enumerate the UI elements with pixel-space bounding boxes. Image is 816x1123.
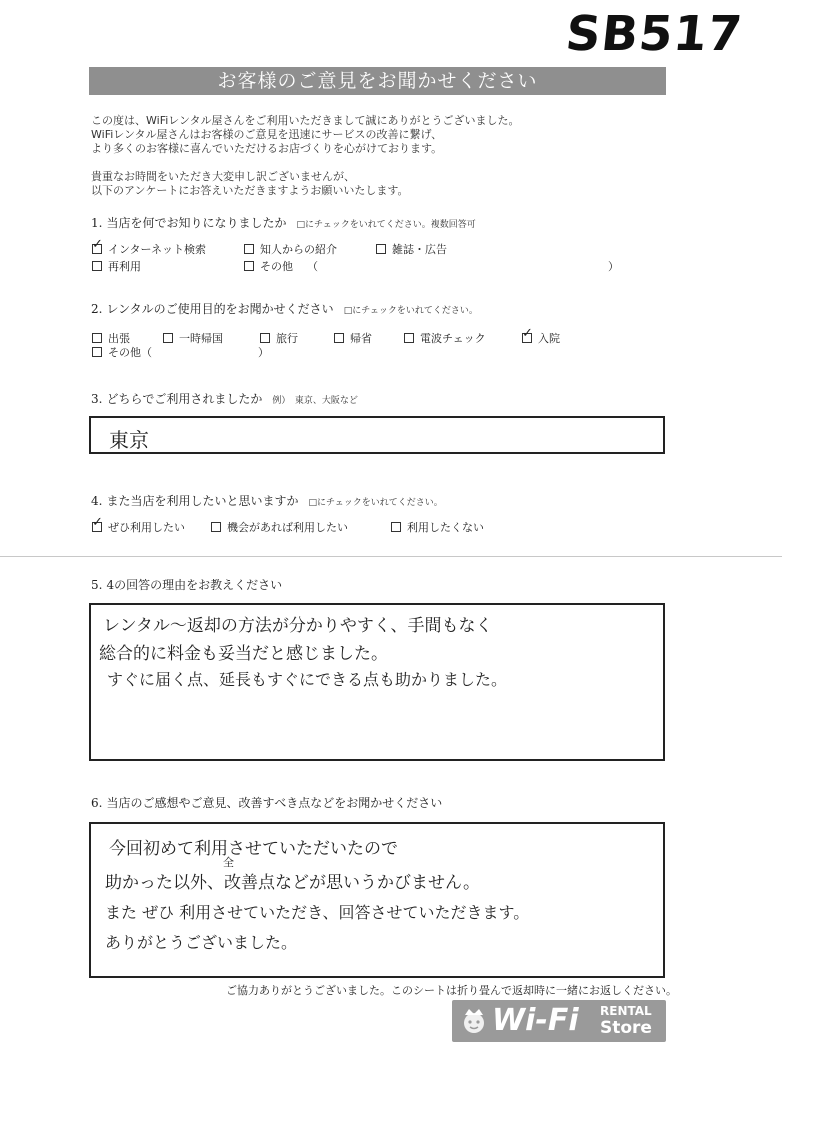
- option-label: 知人からの紹介: [260, 243, 337, 256]
- checkbox[interactable]: [334, 333, 344, 343]
- q3-answer-text: 東京: [109, 428, 149, 452]
- q6-insert-mark: 全: [223, 856, 234, 869]
- q6-answer-box[interactable]: [89, 822, 665, 978]
- q1-title: [91, 214, 476, 231]
- q5-number: 5.: [91, 578, 103, 592]
- q1-option-other[interactable]: [244, 258, 318, 274]
- checkbox[interactable]: [92, 347, 102, 357]
- option-label: インターネット検索: [108, 243, 207, 256]
- option-label: 出張: [108, 332, 130, 345]
- q1-title-text: 当店を何でお知りになりましたか: [106, 216, 287, 230]
- q1-option-reuse[interactable]: [92, 258, 141, 274]
- checkbox[interactable]: [244, 261, 254, 271]
- q6-title-text: 当店のご感想やご意見、改善すべき点などをお聞かせください: [106, 796, 443, 810]
- q4-note: □にチェックをいれてください。: [308, 498, 443, 508]
- q2-note: □にチェックをいれてください。: [343, 306, 478, 316]
- checkbox[interactable]: [92, 261, 102, 271]
- logo-rental-text: RENTAL: [600, 1004, 652, 1018]
- q1-note: □にチェックをいれてください。複数回答可: [296, 220, 476, 230]
- intro-paragraph-2: [91, 170, 408, 198]
- q3-example: 例） 東京、大阪など: [272, 396, 358, 406]
- q2-number: 2.: [91, 302, 103, 316]
- section-divider: [0, 556, 782, 557]
- intro-line: この度は、WiFiレンタル屋さんをご利用いただきまして誠にありがとうございました。: [91, 114, 520, 127]
- intro-line: WiFiレンタル屋さんはお客様のご意見を迅速にサービスの改善に繋げ、: [91, 128, 443, 141]
- option-label: 電波チェック: [420, 332, 486, 345]
- checkbox-checked[interactable]: [522, 333, 532, 343]
- q3-title-text: どちらでご利用されましたか: [106, 392, 263, 406]
- checkbox[interactable]: [244, 244, 254, 254]
- q5-answer-box[interactable]: [89, 603, 665, 761]
- logo-wifi-text: Wi-Fi: [492, 1003, 579, 1038]
- q6-answer-line: また ぜひ 利用させていただき、回答させていただきます。: [105, 903, 530, 922]
- option-label: ぜひ利用したい: [108, 521, 185, 534]
- q4-title: [91, 492, 443, 509]
- intro-paragraph-1: [91, 114, 520, 156]
- q2-option-homecoming[interactable]: [334, 330, 372, 346]
- checkbox[interactable]: [163, 333, 173, 343]
- q2-option-signal-check[interactable]: [404, 330, 486, 346]
- checkbox[interactable]: [260, 333, 270, 343]
- q4-title-text: また当店を利用したいと思いますか: [106, 494, 299, 508]
- option-label: 雑誌・広告: [392, 243, 447, 256]
- checkbox[interactable]: [211, 522, 221, 532]
- option-label: 機会があれば利用したい: [227, 521, 348, 534]
- paren-open: （: [307, 260, 318, 273]
- handwritten-sheet-code: SB517: [563, 6, 746, 62]
- q2-other-close: ）: [258, 346, 269, 359]
- q2-option-hospital[interactable]: [522, 330, 560, 346]
- q4-option-maybe[interactable]: [211, 519, 348, 535]
- checkbox[interactable]: [391, 522, 401, 532]
- q5-title-text: 4の回答の理由をお教えください: [106, 578, 283, 592]
- intro-line: 貴重なお時間をいただき大変申し訳ございませんが、: [91, 170, 355, 183]
- option-label: 旅行: [276, 332, 298, 345]
- q4-number: 4.: [91, 494, 103, 508]
- q3-number: 3.: [91, 392, 103, 406]
- q6-title: [91, 794, 442, 811]
- option-label: 利用したくない: [407, 521, 484, 534]
- q6-answer-line: 今回初めて利用させていただいたので: [109, 839, 398, 859]
- wifi-rental-store-logo: [452, 1000, 666, 1042]
- q2-option-return-home[interactable]: [163, 330, 223, 346]
- q1-option-internet[interactable]: [92, 241, 206, 257]
- option-label: 再利用: [108, 260, 141, 273]
- q1-option-magazine[interactable]: [376, 241, 447, 257]
- q1-number: 1.: [91, 216, 103, 230]
- survey-title: お客様のご意見をお聞かせください: [89, 67, 666, 95]
- option-label: 入院: [538, 332, 560, 345]
- footer-note: ご協力ありがとうございました。このシートは折り畳んで返却時に一緒にお返しください。: [226, 984, 677, 997]
- option-label: その他: [260, 260, 293, 273]
- intro-line: 以下のアンケートにお答えいただきますようお願いいたします。: [91, 184, 409, 197]
- q3-answer-box[interactable]: [89, 416, 665, 454]
- q1-option-referral[interactable]: [244, 241, 337, 257]
- q4-option-no[interactable]: [391, 519, 484, 535]
- q5-title: [91, 576, 282, 593]
- checkbox[interactable]: [376, 244, 386, 254]
- q6-answer-line: 助かった以外、改善点などが思いうかびません。: [105, 873, 481, 893]
- option-label: その他（: [108, 346, 152, 359]
- checkbox[interactable]: [92, 333, 102, 343]
- q2-title-text: レンタルのご使用目的をお聞かせください: [106, 302, 334, 316]
- q6-answer-line: ありがとうございました。: [105, 933, 298, 952]
- checkbox-checked[interactable]: [92, 244, 102, 254]
- q3-title: [91, 390, 358, 407]
- q2-option-other[interactable]: [92, 344, 152, 360]
- crown-mascot-icon: [460, 1006, 488, 1034]
- checkbox-checked[interactable]: [92, 522, 102, 532]
- q5-answer-line: レンタル～返却の方法が分かりやすく、手間もなく: [103, 616, 493, 636]
- q6-number: 6.: [91, 796, 103, 810]
- option-label: 帰省: [350, 332, 372, 345]
- q5-answer-line: すぐに届く点、延長もすぐにできる点も助かりました。: [107, 670, 508, 689]
- q1-other-close: ）: [608, 260, 619, 273]
- q2-title: [91, 300, 478, 317]
- option-label: 一時帰国: [179, 332, 223, 345]
- intro-line: より多くのお客様に喜んでいただけるお店づくりを心がけております。: [91, 142, 443, 155]
- q4-option-definitely[interactable]: [92, 519, 185, 535]
- checkbox[interactable]: [404, 333, 414, 343]
- q5-answer-line: 総合的に料金も妥当だと感じました。: [99, 644, 388, 664]
- logo-store-text: Store: [600, 1018, 652, 1038]
